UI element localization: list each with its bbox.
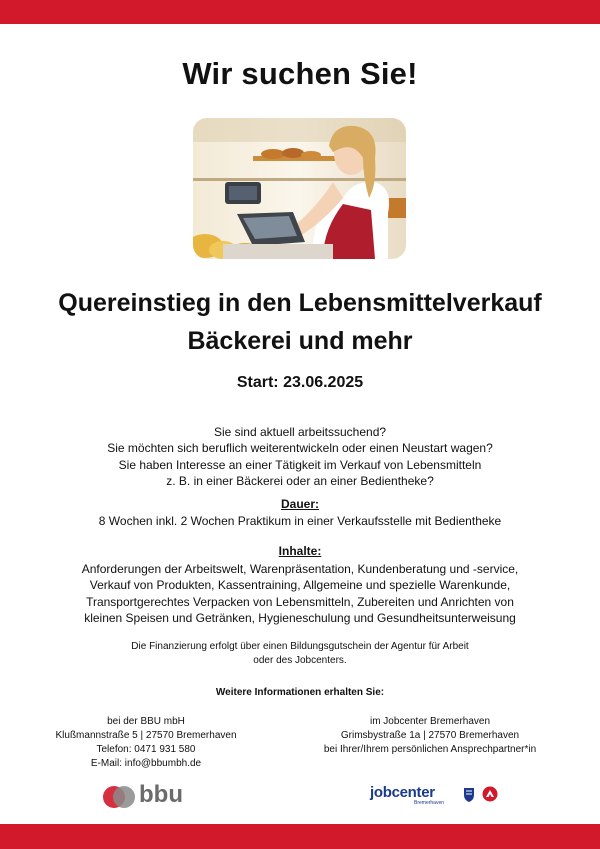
intro-line: Sie möchten sich beruflich weiterentwickeln oder einen Neustart wagen? (107, 441, 493, 456)
jobcenter-address: Grimsbystraße 1a | 27570 Bremerhaven (340, 730, 520, 741)
bbu-circles-icon (102, 784, 138, 810)
financing-line-2: oder des Jobcenters. (253, 654, 347, 666)
bbu-email[interactable]: E-Mail: info@bbumbh.de (90, 758, 202, 769)
more-info-heading: Weitere Informationen erhalten Sie: (215, 687, 385, 698)
bbu-address: Klußmannstraße 5 | 27570 Bremerhaven (55, 730, 237, 741)
jobcenter-contact: bei Ihrer/Ihrem persönlichen Ansprechpartner*in (323, 744, 537, 755)
top-red-band (0, 0, 600, 24)
contact-bbu (30, 715, 262, 771)
bbu-phone[interactable]: Telefon: 0471 931 580 (96, 744, 196, 755)
contents-line: Verkauf von Produkten, Kassentraining, Allgemeine und spezielle Warenkunde, (89, 578, 511, 593)
bremerhaven-crest-icon (462, 785, 476, 803)
course-headline (0, 284, 600, 360)
arbeitsagentur-icon (482, 786, 498, 802)
headline-line-2: Bäckerei und mehr (187, 327, 413, 355)
financing-note (0, 640, 600, 667)
contents-heading: Inhalte: (278, 544, 322, 558)
jobcenter-name: im Jobcenter Bremerhaven (369, 716, 491, 727)
bbu-logo (102, 781, 194, 810)
bakery-saleswoman-photo (193, 118, 406, 259)
jobcenter-logo (370, 784, 502, 810)
bottom-red-band (0, 824, 600, 849)
contents-line: Transportgerechtes Verpacken von Lebensmitteln, Zubereiten und Anrichten von (86, 594, 514, 609)
intro-line: Sie haben Interesse an einer Tätigkeit im Verkauf von Lebensmitteln (118, 457, 482, 472)
contents-line: kleinen Speisen und Getränken, Hygieneschulung und Gesundheitsunterweisung (84, 610, 516, 625)
page-title: Wir suchen Sie! (182, 56, 418, 91)
jobcenter-sub: Bremerhaven (414, 800, 445, 806)
intro-text (0, 424, 600, 489)
duration-text: 8 Wochen inkl. 2 Wochen Praktikum in einer Verkaufsstelle mit Bedientheke (98, 514, 502, 528)
contents-line: Anforderungen der Arbeitswelt, Warenpräsentation, Kundenberatung und -service, (81, 562, 519, 576)
start-date: Start: 23.06.2025 (236, 374, 364, 391)
duration-heading: Dauer: (280, 497, 319, 511)
headline-line-1: Quereinstieg in den Lebensmittelverkauf (58, 289, 542, 317)
jobcenter-wordmark: jobcenter (370, 784, 435, 801)
bbu-name: bei der BBU mbH (107, 716, 185, 727)
bbu-wordmark: bbu (139, 781, 183, 808)
intro-line: Sie sind aktuell arbeitssuchend? (213, 425, 387, 439)
financing-line-1: Die Finanzierung erfolgt über einen Bildungsgutschein der Agentur für Arbeit (131, 641, 469, 652)
intro-line: z. B. in einer Bäckerei oder an einer Bedientheke? (166, 473, 434, 488)
contents-text (0, 561, 600, 626)
contact-jobcenter (300, 715, 560, 757)
